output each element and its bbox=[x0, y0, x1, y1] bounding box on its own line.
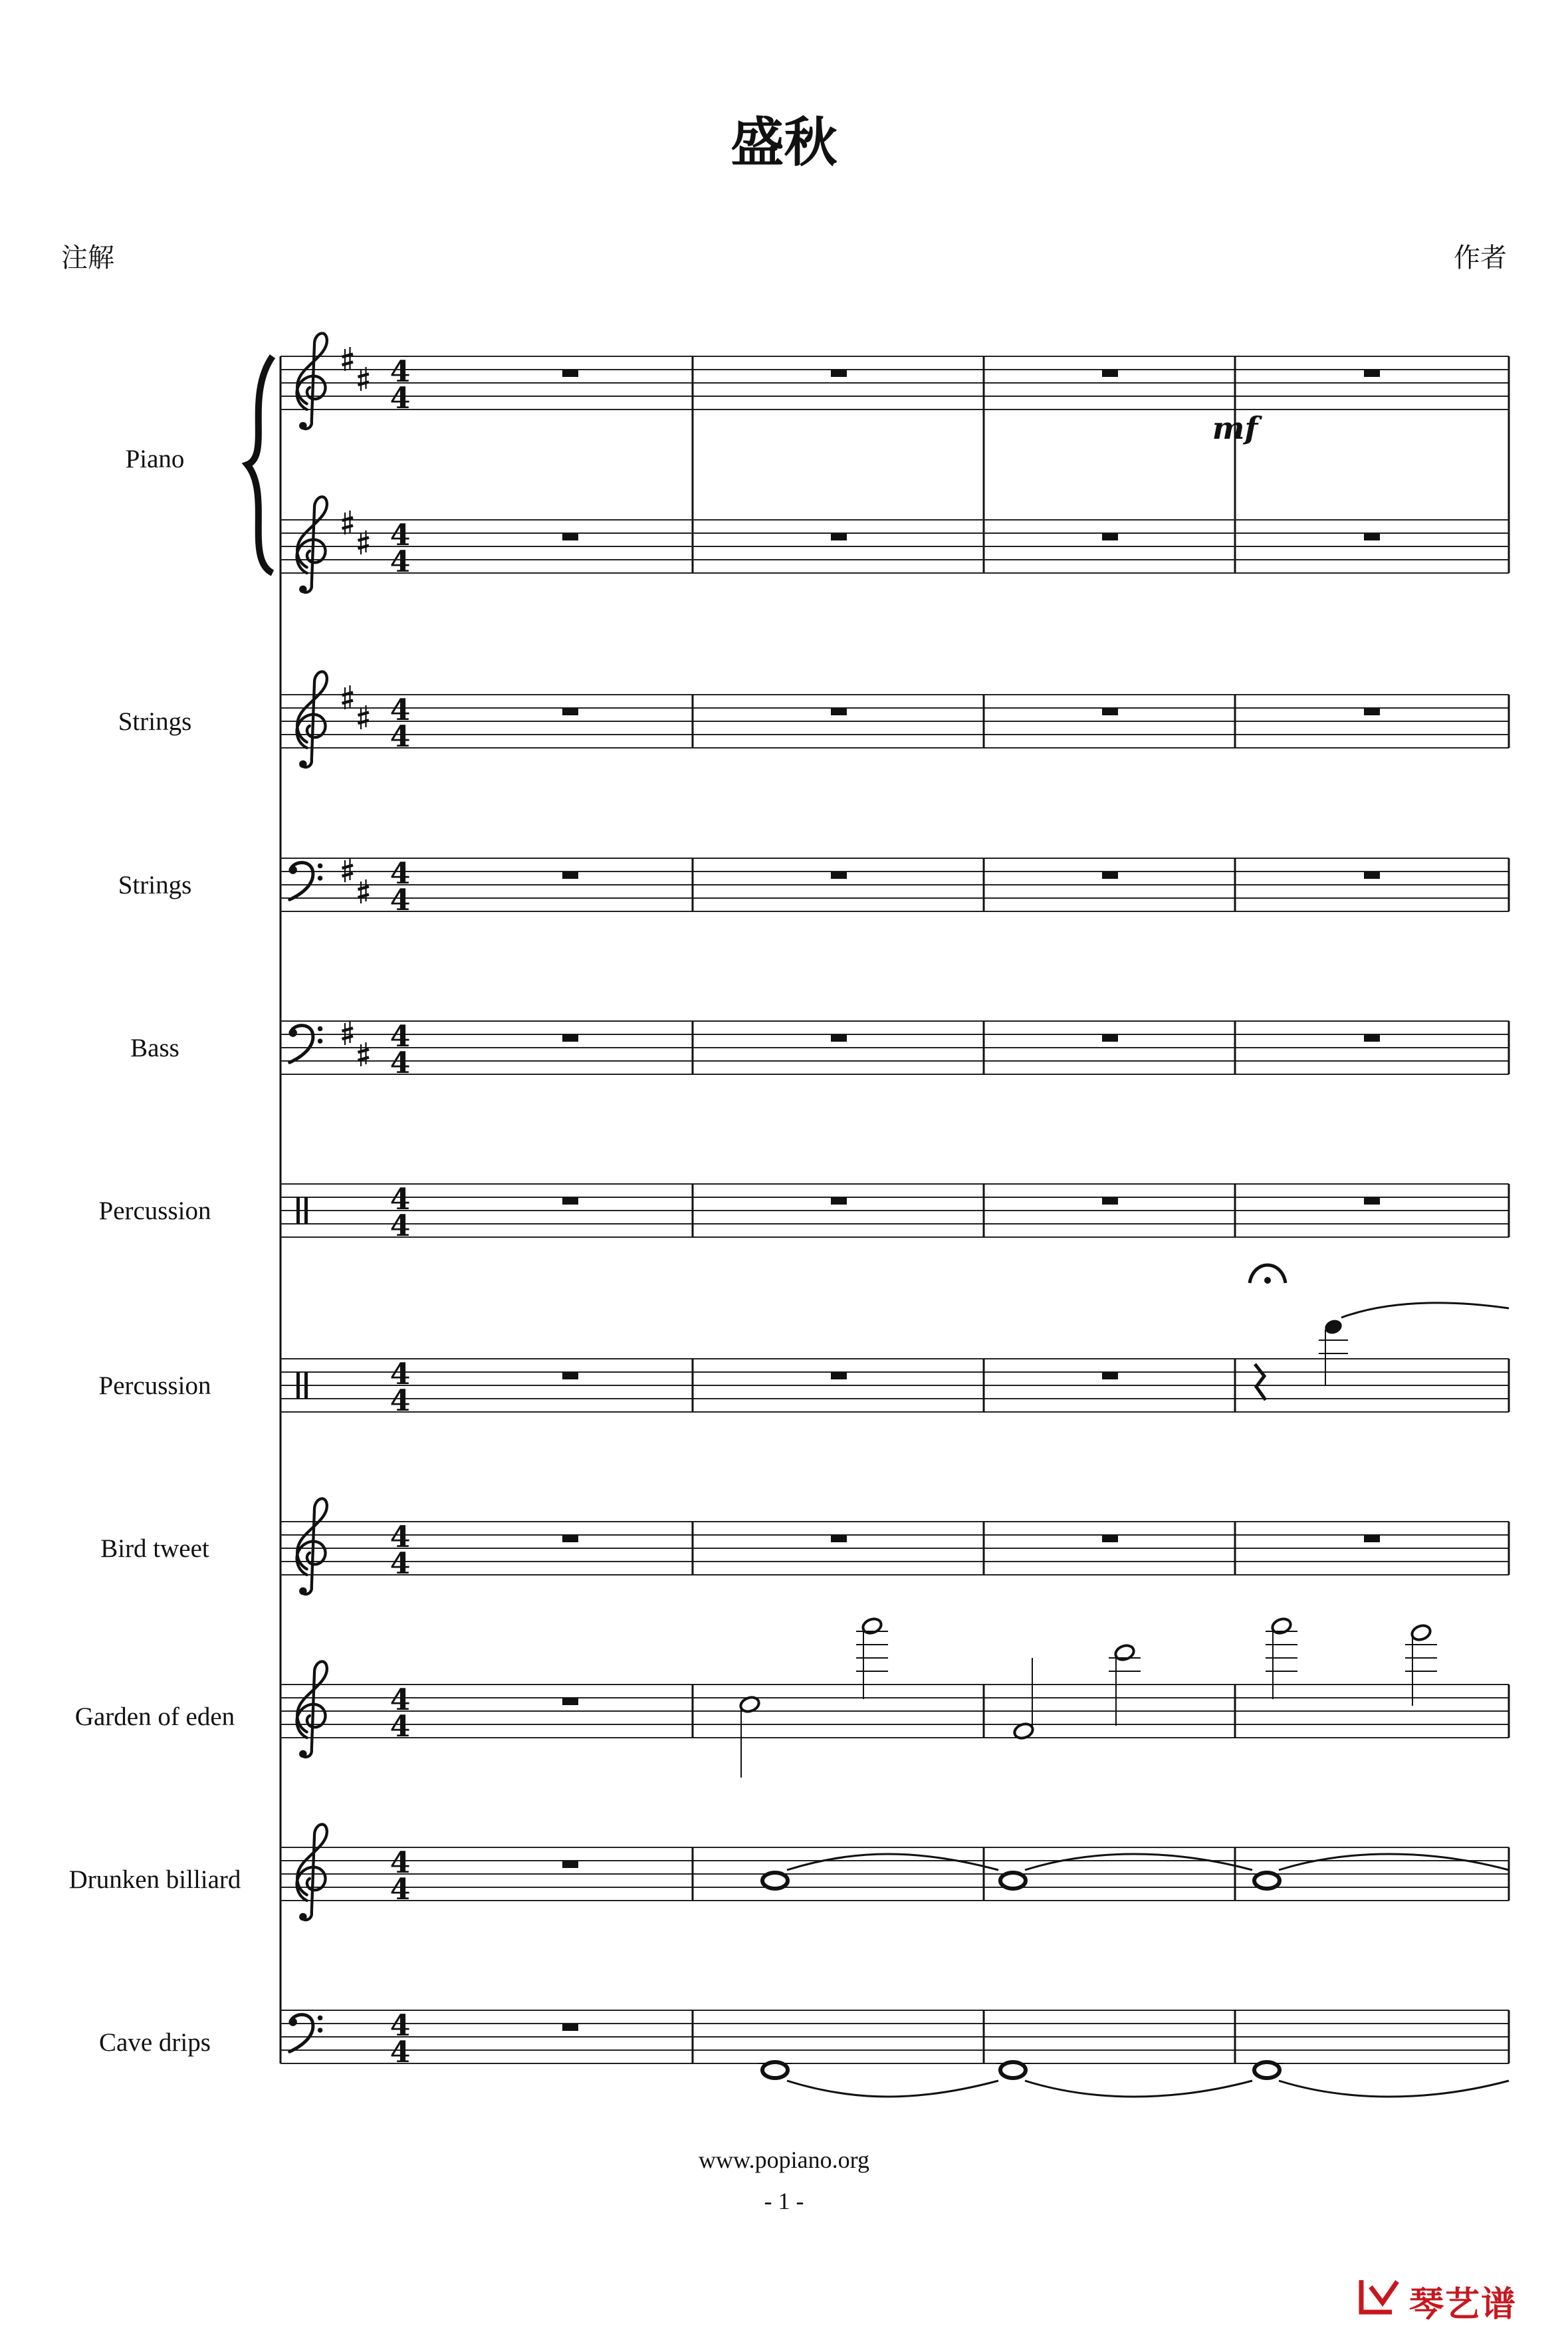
staff bbox=[280, 356, 1509, 573]
treble-clef-icon bbox=[297, 333, 327, 429]
time-signature-numerator: 4 bbox=[390, 1183, 411, 1217]
whole-note-head bbox=[1000, 2062, 1026, 2078]
percussion-clef-icon bbox=[296, 1372, 300, 1399]
instrument-label-percussion-1: Percussion bbox=[98, 1197, 211, 1225]
whole-rest-icon bbox=[1102, 708, 1118, 715]
whole-rest-icon bbox=[562, 1861, 578, 1868]
time-signature-numerator: 4 bbox=[390, 519, 411, 552]
time-signature-numerator: 4 bbox=[390, 1846, 411, 1880]
sharp-icon bbox=[358, 879, 370, 903]
whole-rest-icon bbox=[831, 1034, 847, 1042]
page-number: - 1 - bbox=[764, 2188, 804, 2214]
dynamic-marking: mf bbox=[1212, 410, 1258, 446]
time-signature-denominator: 4 bbox=[390, 883, 411, 917]
instrument-label-percussion-2: Percussion bbox=[98, 1371, 211, 1400]
whole-rest-icon bbox=[1102, 533, 1118, 540]
whole-note-head bbox=[1000, 1873, 1026, 1889]
instrument-label-strings-bass: Strings bbox=[118, 871, 192, 899]
time-signature-numerator: 4 bbox=[390, 693, 411, 727]
whole-rest-icon bbox=[831, 1372, 847, 1379]
whole-rest-icon bbox=[1102, 1034, 1118, 1042]
treble-clef-icon bbox=[297, 1824, 327, 1921]
whole-rest-icon bbox=[1102, 370, 1118, 377]
whole-rest-icon bbox=[1364, 1535, 1380, 1542]
treble-clef-icon bbox=[297, 1498, 327, 1595]
bass-clef-icon bbox=[288, 2015, 322, 2052]
whole-note-head bbox=[762, 1873, 788, 1889]
whole-rest-icon bbox=[562, 708, 578, 715]
treble-clef-icon bbox=[297, 497, 327, 593]
staff bbox=[280, 1359, 1509, 1412]
bass-clef-icon bbox=[288, 1026, 322, 1063]
instrument-label-piano: Piano bbox=[125, 445, 185, 473]
whole-rest-icon bbox=[1364, 370, 1380, 377]
staff bbox=[280, 858, 1509, 911]
whole-rest-icon bbox=[831, 370, 847, 377]
time-signature-denominator: 4 bbox=[390, 545, 411, 579]
whole-rest-icon bbox=[1102, 872, 1118, 879]
time-signature-numerator: 4 bbox=[390, 355, 411, 389]
time-signature-denominator: 4 bbox=[390, 1710, 411, 1744]
treble-clef-icon bbox=[297, 1661, 327, 1758]
time-signature-denominator: 4 bbox=[390, 1384, 411, 1418]
whole-rest-icon bbox=[562, 1698, 578, 1705]
sharp-icon bbox=[342, 347, 354, 371]
whole-rest-icon bbox=[562, 533, 578, 540]
staff bbox=[280, 1522, 1509, 1575]
time-signature-numerator: 4 bbox=[390, 1520, 411, 1554]
sharp-icon bbox=[358, 705, 370, 729]
whole-note-head bbox=[1254, 2062, 1280, 2078]
quarter-rest-icon bbox=[1255, 1364, 1266, 1400]
whole-rest-icon bbox=[831, 1197, 847, 1205]
notation-glyphs-layer bbox=[288, 333, 1509, 2097]
whole-rest-icon bbox=[562, 1034, 578, 1042]
whole-rest-icon bbox=[831, 708, 847, 715]
instrument-label-cave-drips: Cave drips bbox=[99, 2028, 211, 2057]
instrument-label-bird-tweet: Bird tweet bbox=[100, 1534, 209, 1563]
whole-rest-icon bbox=[1102, 1535, 1118, 1542]
tie bbox=[787, 2081, 998, 2097]
sharp-icon bbox=[358, 367, 370, 391]
whole-rest-icon bbox=[1364, 708, 1380, 715]
fermata-dot bbox=[1264, 1277, 1271, 1284]
time-signature-numerator: 4 bbox=[390, 857, 411, 891]
time-signature-numerator: 4 bbox=[390, 1020, 411, 1054]
sharp-icon bbox=[342, 511, 354, 534]
time-signature-numerator: 4 bbox=[390, 1683, 411, 1717]
percussion-clef-icon bbox=[304, 1372, 308, 1399]
composer-label: 作者 bbox=[1454, 243, 1507, 273]
time-signature-denominator: 4 bbox=[390, 1547, 411, 1581]
time-signature-denominator: 4 bbox=[390, 382, 411, 415]
half-note-head bbox=[1270, 1617, 1292, 1635]
sharp-icon bbox=[342, 1021, 354, 1045]
whole-rest-icon bbox=[1364, 1197, 1380, 1205]
whole-rest-icon bbox=[562, 872, 578, 879]
whole-rest-icon bbox=[562, 1372, 578, 1379]
time-signature-numerator: 4 bbox=[390, 1357, 411, 1391]
sharp-icon bbox=[342, 685, 354, 709]
instrument-label-drunken-billiard: Drunken billiard bbox=[68, 1865, 241, 1894]
time-signature-denominator: 4 bbox=[390, 1209, 411, 1243]
time-signature-denominator: 4 bbox=[390, 1046, 411, 1080]
half-note-head bbox=[1113, 1643, 1135, 1662]
staff bbox=[280, 2010, 1509, 2063]
annotation-label: 注解 bbox=[61, 243, 114, 273]
whole-rest-icon bbox=[1364, 872, 1380, 879]
whole-rest-icon bbox=[831, 533, 847, 540]
tie bbox=[1279, 2081, 1509, 2097]
whole-rest-icon bbox=[831, 872, 847, 879]
half-note-head bbox=[1410, 1623, 1432, 1642]
sharp-icon bbox=[342, 858, 354, 882]
logo-text: 琴艺谱 bbox=[1409, 2285, 1517, 2325]
time-signature-numerator: 4 bbox=[390, 2009, 411, 2043]
instrument-label-bass: Bass bbox=[130, 1034, 179, 1062]
time-signature-denominator: 4 bbox=[390, 720, 411, 754]
sharp-icon bbox=[358, 1042, 370, 1066]
sharp-icon bbox=[358, 530, 370, 554]
staff bbox=[280, 1685, 1509, 1738]
time-signature-denominator: 4 bbox=[390, 2036, 411, 2069]
whole-rest-icon bbox=[562, 1197, 578, 1205]
whole-rest-icon bbox=[562, 2024, 578, 2031]
whole-rest-icon bbox=[562, 1535, 578, 1542]
percussion-clef-icon bbox=[296, 1197, 300, 1224]
whole-rest-icon bbox=[1102, 1197, 1118, 1205]
staff bbox=[280, 695, 1509, 748]
whole-note-head bbox=[1254, 1873, 1280, 1889]
half-note-head bbox=[861, 1617, 883, 1635]
tie bbox=[787, 1854, 998, 1870]
tie bbox=[1279, 1854, 1509, 1870]
whole-note-head bbox=[762, 2062, 788, 2078]
tie bbox=[1025, 1854, 1252, 1870]
percussion-clef-icon bbox=[304, 1197, 308, 1224]
tie bbox=[1025, 2081, 1252, 2097]
whole-rest-icon bbox=[1364, 1034, 1380, 1042]
bass-clef-icon bbox=[288, 863, 322, 900]
whole-rest-icon bbox=[831, 1535, 847, 1542]
staff-lines-layer bbox=[247, 356, 1509, 2063]
time-signature-denominator: 4 bbox=[390, 1873, 411, 1907]
treble-clef-icon bbox=[297, 671, 327, 768]
staff bbox=[280, 1021, 1509, 1074]
staff bbox=[280, 520, 1509, 573]
score-title: 盛秋 bbox=[730, 112, 838, 174]
instrument-label-strings-treble: Strings bbox=[118, 707, 192, 736]
note-head bbox=[1323, 1318, 1343, 1336]
whole-rest-icon bbox=[1102, 1372, 1118, 1379]
grand-staff-brace bbox=[247, 356, 273, 573]
instrument-label-garden-of-eden: Garden of eden bbox=[74, 1702, 235, 1731]
whole-rest-icon bbox=[1364, 533, 1380, 540]
staff bbox=[280, 1847, 1509, 1901]
tie bbox=[1341, 1303, 1509, 1318]
staff bbox=[280, 1184, 1509, 1237]
footer-url[interactable]: www.popiano.org bbox=[699, 2147, 869, 2173]
whole-rest-icon bbox=[562, 370, 578, 377]
